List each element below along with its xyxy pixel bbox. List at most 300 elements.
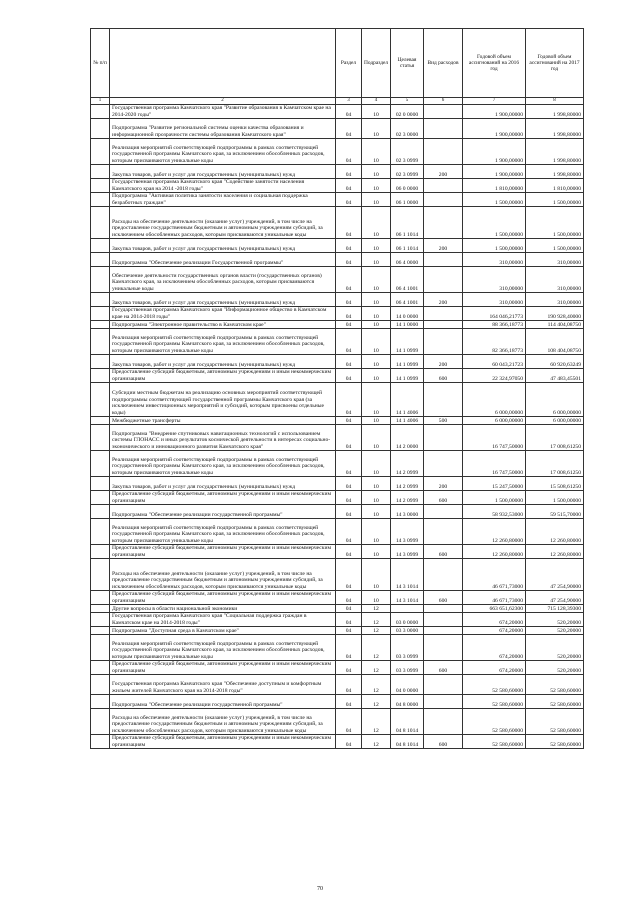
row-expense-type — [424, 267, 463, 293]
row-amount-2017: 1 500,00000 — [526, 207, 584, 239]
row-name: Реализация мероприятий соответствующей подпрограммы в рамках соответствующей государственной программы Камчатского края, за исключением обособленных расходов, которым присваиваются уникальные коды — [110, 329, 336, 355]
row-amount-2017: 108 404,08750 — [526, 329, 584, 355]
row-num — [91, 355, 110, 369]
row-name: Другие вопросы в области национальной экономики — [110, 605, 336, 613]
row-num — [91, 321, 110, 329]
row-expense-type — [424, 307, 463, 321]
row-amount-2017: 59 515,70000 — [526, 505, 584, 519]
row-razdel: 04 — [336, 425, 362, 451]
row-podrazdel: 12 — [362, 695, 391, 709]
column-index: 8 — [526, 98, 584, 105]
row-num — [91, 545, 110, 559]
row-razdel: 04 — [336, 417, 362, 425]
table-row — [91, 545, 584, 559]
row-razdel: 04 — [336, 119, 362, 139]
row-amount-2017: 47 483,45501 — [526, 369, 584, 383]
row-podrazdel: 10 — [362, 545, 391, 559]
row-amount-2016: 52 580,60000 — [463, 675, 526, 695]
row-razdel: 04 — [336, 207, 362, 239]
row-amount-2016: 310,00000 — [463, 293, 526, 307]
row-expense-type: 600 — [424, 369, 463, 383]
row-name: Закупка товаров, работ и услуг для государственных (муниципальных) нужд — [110, 293, 336, 307]
row-amount-2017: 1 998,80000 — [526, 119, 584, 139]
row-name: Предоставление субсидий бюджетным, автономным учреждениям и иным некоммерческим организациям — [110, 491, 336, 505]
column-index-row — [91, 98, 584, 105]
row-num — [91, 293, 110, 307]
row-amount-2016: 22 324,97050 — [463, 369, 526, 383]
row-name: Предоставление субсидий бюджетным, автономным учреждениям и иным некоммерческим организациям — [110, 591, 336, 605]
header-amount-2016: Годовой объем ассигнований на 2016 год — [463, 29, 526, 98]
row-amount-2016: 1 900,00000 — [463, 139, 526, 165]
column-index: 1 — [91, 98, 110, 105]
row-amount-2017: 190 928,40000 — [526, 307, 584, 321]
row-podrazdel: 10 — [362, 307, 391, 321]
row-amount-2017: 47 254,90000 — [526, 559, 584, 591]
row-razdel: 04 — [336, 627, 362, 635]
row-podrazdel: 10 — [362, 239, 391, 253]
row-amount-2017: 310,00000 — [526, 293, 584, 307]
row-num — [91, 307, 110, 321]
row-target-article: 14 3 1014 — [391, 591, 424, 605]
row-podrazdel: 10 — [362, 293, 391, 307]
row-target-article: 14 1 0000 — [391, 321, 424, 329]
row-name: Реализация мероприятий соответствующей подпрограммы в рамках соответствующей государственной программы Камчатского края, за исключением обособленных расходов, которым присваиваются уникальные коды — [110, 519, 336, 545]
row-target-article: 04 8 1014 — [391, 735, 424, 749]
row-amount-2017: 520,20000 — [526, 635, 584, 661]
row-amount-2016: 6 000,00000 — [463, 383, 526, 417]
table-row — [91, 321, 584, 329]
row-razdel: 04 — [336, 165, 362, 179]
table-body — [91, 105, 584, 749]
table-row — [91, 635, 584, 661]
row-target-article: 03 3 0999 — [391, 635, 424, 661]
column-index: 3 — [336, 98, 362, 105]
row-expense-type — [424, 179, 463, 193]
budget-table — [90, 28, 584, 749]
row-name: Подпрограмма "Обеспечение реализации государственной программы" — [110, 695, 336, 709]
row-podrazdel: 10 — [362, 369, 391, 383]
row-amount-2016: 6 000,00000 — [463, 417, 526, 425]
row-name: Подпрограмма "Обеспечение реализации Государственной программы" — [110, 253, 336, 267]
header-target-article: Целевая статья — [391, 29, 424, 98]
row-amount-2016: 1 810,00000 — [463, 179, 526, 193]
row-target-article: 06 0 0000 — [391, 179, 424, 193]
row-podrazdel: 12 — [362, 605, 391, 613]
row-num — [91, 635, 110, 661]
row-podrazdel: 10 — [362, 139, 391, 165]
row-razdel: 04 — [336, 329, 362, 355]
row-podrazdel: 10 — [362, 519, 391, 545]
row-amount-2016: 52 580,60000 — [463, 735, 526, 749]
row-amount-2017: 310,00000 — [526, 267, 584, 293]
row-razdel: 04 — [336, 613, 362, 627]
table-row — [91, 207, 584, 239]
row-podrazdel: 10 — [362, 193, 391, 207]
row-expense-type — [424, 519, 463, 545]
row-target-article: 14 2 0999 — [391, 477, 424, 491]
table-row — [91, 519, 584, 545]
table-row — [91, 613, 584, 627]
row-num — [91, 735, 110, 749]
row-name: Закупка товаров, работ и услуг для государственных (муниципальных) нужд — [110, 165, 336, 179]
row-name: Предоставление субсидий бюджетным, автономным учреждениям и иным некоммерческим организациям — [110, 735, 336, 749]
row-amount-2016: 82 366,18773 — [463, 329, 526, 355]
row-num — [91, 179, 110, 193]
row-num — [91, 451, 110, 477]
row-amount-2017: 17 008,61250 — [526, 425, 584, 451]
row-num — [91, 425, 110, 451]
row-expense-type — [424, 559, 463, 591]
row-amount-2016: 1 500,00000 — [463, 491, 526, 505]
row-podrazdel: 10 — [362, 505, 391, 519]
row-name: Государственная программа Камчатского края "Развитие образования в Камчатском крае на 2014-2020 годы" — [110, 105, 336, 119]
row-num — [91, 193, 110, 207]
table-row — [91, 293, 584, 307]
row-num — [91, 627, 110, 635]
table-row — [91, 165, 584, 179]
row-amount-2016: 16 747,50000 — [463, 425, 526, 451]
row-target-article: 06 4 0000 — [391, 253, 424, 267]
row-num — [91, 383, 110, 417]
column-index: 7 — [463, 98, 526, 105]
row-podrazdel: 10 — [362, 355, 391, 369]
row-razdel: 04 — [336, 139, 362, 165]
table-row — [91, 559, 584, 591]
row-podrazdel: 12 — [362, 627, 391, 635]
row-razdel: 04 — [336, 491, 362, 505]
row-target-article: 02 0 0000 — [391, 105, 424, 119]
row-name: Межбюджетные трансферты — [110, 417, 336, 425]
row-amount-2017: 15 508,61250 — [526, 477, 584, 491]
row-name: Реализация мероприятий соответствующей подпрограммы в рамках соответствующей государственной программы Камчатского края, за исключением обособленных расходов, которым присваиваются уникальные коды — [110, 451, 336, 477]
row-target-article: 14 2 0999 — [391, 491, 424, 505]
row-amount-2017: 47 254,90000 — [526, 591, 584, 605]
row-target-article: 14 2 0999 — [391, 451, 424, 477]
row-podrazdel: 12 — [362, 613, 391, 627]
row-expense-type — [424, 105, 463, 119]
row-amount-2017: 1 998,80000 — [526, 165, 584, 179]
row-target-article: 03 3 0999 — [391, 661, 424, 675]
row-amount-2016: 1 900,00000 — [463, 165, 526, 179]
table-row — [91, 417, 584, 425]
row-name: Государственная программа Камчатского края "Информационное общество в Камчатском крае на 2014-2018 годы" — [110, 307, 336, 321]
row-expense-type: 200 — [424, 239, 463, 253]
row-amount-2016: 164 046,21773 — [463, 307, 526, 321]
row-num — [91, 267, 110, 293]
row-razdel: 04 — [336, 105, 362, 119]
table-row — [91, 605, 584, 613]
row-num — [91, 519, 110, 545]
row-amount-2017: 52 580,60000 — [526, 675, 584, 695]
row-expense-type: 500 — [424, 417, 463, 425]
row-amount-2017: 1 998,80000 — [526, 139, 584, 165]
table-row — [91, 451, 584, 477]
row-target-article: 06 1 1014 — [391, 207, 424, 239]
row-podrazdel: 12 — [362, 735, 391, 749]
row-razdel: 04 — [336, 239, 362, 253]
row-target-article: 04 0 0000 — [391, 675, 424, 695]
row-target-article: 04 8 1014 — [391, 709, 424, 735]
row-amount-2016: 46 671,73000 — [463, 559, 526, 591]
row-num — [91, 105, 110, 119]
row-podrazdel: 10 — [362, 425, 391, 451]
row-razdel: 04 — [336, 545, 362, 559]
row-expense-type: 600 — [424, 661, 463, 675]
row-razdel: 04 — [336, 321, 362, 329]
row-amount-2017: 17 008,61250 — [526, 451, 584, 477]
row-expense-type — [424, 383, 463, 417]
row-target-article: 14 1 4006 — [391, 417, 424, 425]
header-name — [110, 29, 336, 98]
table-row — [91, 591, 584, 605]
row-num — [91, 709, 110, 735]
row-name: Закупка товаров, работ и услуг для государственных (муниципальных) нужд — [110, 239, 336, 253]
row-target-article: 14 2 0000 — [391, 425, 424, 451]
row-razdel: 04 — [336, 661, 362, 675]
row-amount-2017: 1 500,00000 — [526, 193, 584, 207]
row-target-article — [391, 605, 424, 613]
table-row — [91, 627, 584, 635]
row-amount-2016: 46 671,73000 — [463, 591, 526, 605]
row-amount-2017: 1 998,80000 — [526, 105, 584, 119]
row-razdel: 04 — [336, 505, 362, 519]
row-name: Предоставление субсидий бюджетным, автономным учреждениям и иным некоммерческим организациям — [110, 661, 336, 675]
row-num — [91, 613, 110, 627]
row-amount-2017: 60 920,63249 — [526, 355, 584, 369]
row-razdel: 04 — [336, 735, 362, 749]
row-target-article: 14 1 0999 — [391, 355, 424, 369]
row-razdel: 04 — [336, 355, 362, 369]
row-num — [91, 675, 110, 695]
row-podrazdel: 10 — [362, 267, 391, 293]
row-razdel: 04 — [336, 605, 362, 613]
row-expense-type — [424, 695, 463, 709]
row-amount-2016: 1 900,00000 — [463, 105, 526, 119]
row-num — [91, 559, 110, 591]
row-amount-2017: 52 580,60000 — [526, 695, 584, 709]
row-num — [91, 695, 110, 709]
row-expense-type: 200 — [424, 355, 463, 369]
row-expense-type: 600 — [424, 735, 463, 749]
row-target-article: 14 0 0000 — [391, 307, 424, 321]
row-razdel: 04 — [336, 293, 362, 307]
row-amount-2016: 674,20000 — [463, 661, 526, 675]
row-expense-type: 200 — [424, 293, 463, 307]
row-name: Подпрограмма "Обеспечение реализации государственной программы" — [110, 505, 336, 519]
row-name: Реализация мероприятий соответствующей подпрограммы в рамках соответствующей государственной программы Камчатского края, за исключением обособленных расходов, которым присваиваются уникальные коды — [110, 635, 336, 661]
row-razdel: 04 — [336, 451, 362, 477]
row-amount-2016: 60 043,21723 — [463, 355, 526, 369]
row-amount-2016: 674,20000 — [463, 635, 526, 661]
table-row — [91, 695, 584, 709]
row-name: Государственная программа Камчатского края "Содействие занятости населения Камчатского края на 2014 -2018 годы" — [110, 179, 336, 193]
column-index: 2 — [110, 98, 336, 105]
row-amount-2017: 52 580,60000 — [526, 709, 584, 735]
row-target-article: 14 1 0999 — [391, 329, 424, 355]
row-expense-type — [424, 329, 463, 355]
table-header-row — [91, 29, 584, 98]
row-num — [91, 505, 110, 519]
row-target-article: 03 0 0000 — [391, 613, 424, 627]
column-index: 5 — [391, 98, 424, 105]
row-podrazdel: 10 — [362, 329, 391, 355]
row-expense-type: 200 — [424, 477, 463, 491]
row-target-article: 02 3 0999 — [391, 165, 424, 179]
table-row — [91, 193, 584, 207]
row-num — [91, 477, 110, 491]
table-row — [91, 105, 584, 119]
row-expense-type — [424, 193, 463, 207]
row-name: Обеспечение деятельности государственных органов власти (государственных органов) Камчатского края, за исключением обособленных расходов, которым присваиваются уникальные коды — [110, 267, 336, 293]
row-expense-type — [424, 605, 463, 613]
row-name: Расходы на обеспечение деятельности (оказание услуг) учреждений, в том числе на предоставление государственным бюджетным и автономным учреждениям субсидий, за исключением обособленных расходов, которым присваиваются уникальные коды — [110, 709, 336, 735]
header-razdel: Раздел — [336, 29, 362, 98]
row-name: Предоставление субсидий бюджетным, автономным учреждениям и иным некоммерческим организациям — [110, 545, 336, 559]
row-num — [91, 207, 110, 239]
row-amount-2016: 88 366,18773 — [463, 321, 526, 329]
row-expense-type — [424, 613, 463, 627]
row-name: Расходы на обеспечение деятельности (оказание услуг) учреждений, в том числе на предоставление государственным бюджетным и автономным учреждениям субсидий, за исключением обособленных расходов, которым присваиваются уникальные коды — [110, 207, 336, 239]
row-amount-2016: 58 932,53000 — [463, 505, 526, 519]
row-razdel: 04 — [336, 709, 362, 735]
row-razdel: 04 — [336, 695, 362, 709]
row-amount-2017: 6 000,00000 — [526, 383, 584, 417]
row-num — [91, 491, 110, 505]
row-podrazdel: 12 — [362, 661, 391, 675]
row-target-article: 14 3 1014 — [391, 559, 424, 591]
row-amount-2016: 674,20000 — [463, 613, 526, 627]
row-amount-2017: 1 500,00000 — [526, 491, 584, 505]
row-amount-2017: 12 260,80000 — [526, 545, 584, 559]
row-razdel: 04 — [336, 477, 362, 491]
row-name: Подпрограмма "Активная политика занятости населения и социальная поддержка безработных граждан" — [110, 193, 336, 207]
row-target-article: 06 1 1014 — [391, 239, 424, 253]
row-amount-2017: 715 128,39300 — [526, 605, 584, 613]
row-name: Подпрограмма "Доступная среда в Камчатском крае" — [110, 627, 336, 635]
row-razdel: 04 — [336, 675, 362, 695]
row-expense-type: 600 — [424, 545, 463, 559]
row-amount-2016: 1 900,00000 — [463, 119, 526, 139]
row-amount-2017: 52 580,60000 — [526, 735, 584, 749]
row-num — [91, 119, 110, 139]
row-num — [91, 165, 110, 179]
row-razdel: 04 — [336, 193, 362, 207]
row-podrazdel: 10 — [362, 119, 391, 139]
row-num — [91, 139, 110, 165]
row-expense-type — [424, 207, 463, 239]
row-podrazdel: 10 — [362, 207, 391, 239]
row-expense-type — [424, 675, 463, 695]
row-podrazdel: 10 — [362, 451, 391, 477]
table-row — [91, 355, 584, 369]
table-row — [91, 383, 584, 417]
row-target-article: 04 8 0000 — [391, 695, 424, 709]
row-num — [91, 239, 110, 253]
row-num — [91, 661, 110, 675]
row-razdel: 04 — [336, 307, 362, 321]
row-amount-2016: 663 651,62300 — [463, 605, 526, 613]
table-row — [91, 425, 584, 451]
row-podrazdel: 12 — [362, 635, 391, 661]
row-expense-type — [424, 425, 463, 451]
row-amount-2017: 520,20000 — [526, 613, 584, 627]
row-razdel: 04 — [336, 179, 362, 193]
row-num — [91, 417, 110, 425]
row-target-article: 14 3 0999 — [391, 519, 424, 545]
header-amount-2017: Годовой объем ассигнований на 2017 год — [526, 29, 584, 98]
row-expense-type — [424, 451, 463, 477]
row-amount-2017: 12 260,80000 — [526, 519, 584, 545]
row-target-article: 02 3 0000 — [391, 119, 424, 139]
row-target-article: 02 3 0999 — [391, 139, 424, 165]
header-num: № п/п — [91, 29, 110, 98]
row-expense-type — [424, 119, 463, 139]
row-name: Государственная программа Камчатского края "Обеспечение доступным и комфортным жильем жителей Камчатского края на 2014-2018 годы" — [110, 675, 336, 695]
row-amount-2017: 310,00000 — [526, 253, 584, 267]
row-amount-2016: 12 260,80000 — [463, 545, 526, 559]
row-target-article: 14 3 0999 — [391, 545, 424, 559]
header-podrazdel: Подраздел — [362, 29, 391, 98]
row-amount-2016: 1 500,00000 — [463, 193, 526, 207]
row-razdel: 04 — [336, 635, 362, 661]
column-index: 6 — [424, 98, 463, 105]
row-target-article: 14 3 0000 — [391, 505, 424, 519]
row-name: Подпрограмма "Развитие региональной системы оценки качества образования и информационной прозрачности системы образования Камчатского края" — [110, 119, 336, 139]
row-num — [91, 605, 110, 613]
row-amount-2017: 1 810,00000 — [526, 179, 584, 193]
row-num — [91, 329, 110, 355]
row-razdel: 04 — [336, 559, 362, 591]
row-amount-2016: 310,00000 — [463, 253, 526, 267]
row-amount-2016: 15 247,50000 — [463, 477, 526, 491]
row-name: Закупка товаров, работ и услуг для государственных (муниципальных) нужд — [110, 477, 336, 491]
row-num — [91, 591, 110, 605]
row-amount-2017: 1 500,00000 — [526, 239, 584, 253]
row-amount-2016: 52 580,60000 — [463, 695, 526, 709]
row-name: Государственная программа Камчатского края "Социальная поддержка граждан в Камчатском крае на 2014-2018 годы" — [110, 613, 336, 627]
row-razdel: 04 — [336, 519, 362, 545]
row-razdel: 04 — [336, 591, 362, 605]
table-row — [91, 491, 584, 505]
row-podrazdel: 10 — [362, 253, 391, 267]
row-podrazdel: 10 — [362, 105, 391, 119]
row-podrazdel: 10 — [362, 491, 391, 505]
row-amount-2016: 310,00000 — [463, 267, 526, 293]
column-index: 4 — [362, 98, 391, 105]
table-row — [91, 307, 584, 321]
table-row — [91, 675, 584, 695]
table-row — [91, 179, 584, 193]
row-razdel: 04 — [336, 383, 362, 417]
row-name: Подпрограмма "Внедрение спутниковых навигационных технологий с использованием системы ГЛОНАСС и иных результатов космической деятельности в интересах социально-экономического и инновационного развития Камчатского края" — [110, 425, 336, 451]
row-expense-type: 600 — [424, 591, 463, 605]
row-amount-2017: 6 000,00000 — [526, 417, 584, 425]
row-expense-type — [424, 627, 463, 635]
row-expense-type: 200 — [424, 165, 463, 179]
table-row — [91, 661, 584, 675]
page-number: 70 — [317, 886, 323, 892]
row-expense-type — [424, 505, 463, 519]
row-target-article: 14 1 4006 — [391, 383, 424, 417]
row-name: Закупка товаров, работ и услуг для государственных (муниципальных) нужд — [110, 355, 336, 369]
table-row — [91, 253, 584, 267]
row-podrazdel: 10 — [362, 591, 391, 605]
budget-table-sheet — [90, 28, 583, 749]
row-podrazdel: 10 — [362, 477, 391, 491]
row-name: Подпрограмма "Электронное правительство в Камчатском крае" — [110, 321, 336, 329]
row-expense-type — [424, 139, 463, 165]
row-expense-type: 600 — [424, 491, 463, 505]
